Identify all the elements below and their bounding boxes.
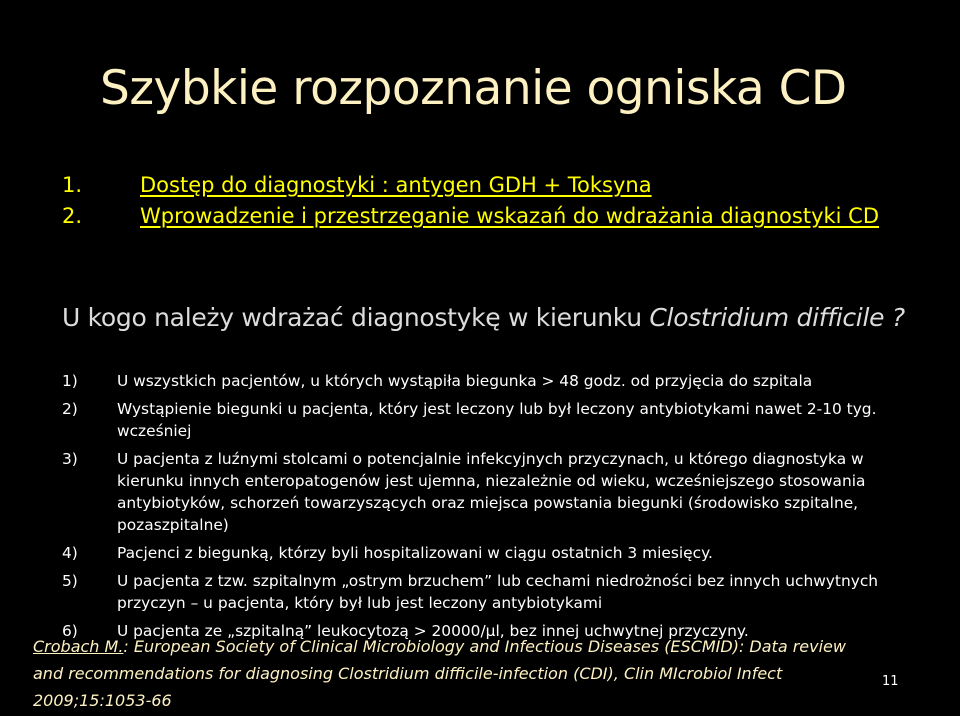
question-text: U kogo należy wdrażać diagnostykę w kierunku — [62, 303, 650, 332]
slide-title: Szybkie rozpoznanie ogniska CD — [100, 61, 847, 116]
list-number: 1) — [62, 372, 78, 390]
list-number: 5) — [62, 572, 78, 590]
list-item — [62, 370, 902, 392]
list-number: 1. — [62, 173, 83, 197]
list-item — [62, 170, 892, 201]
list-text: Wystąpienie biegunki u pacjenta, który jest leczony lub był leczony antybiotykami nawet 2-10 tyg. wcześniej — [117, 400, 877, 440]
list-number: 3) — [62, 450, 78, 468]
page-number: 11 — [882, 674, 899, 689]
list-number: 4) — [62, 544, 78, 562]
diagnostics-access-list — [62, 170, 892, 232]
list-item — [62, 448, 902, 536]
list-text: Pacjenci z biegunką, którzy byli hospitalizowani w ciągu ostatnich 3 miesięcy. — [117, 544, 713, 562]
list-text: U pacjenta ze „szpitalną” leukocytozą > 20000/µl, bez innej uchwytnej przyczyny. — [117, 622, 749, 640]
list-number: 2. — [62, 204, 83, 228]
reference-citation — [33, 633, 863, 714]
list-text: U pacjenta z luźnymi stolcami o potencjalnie infekcyjnych przyczynach, u którego diagnostyka w kierunku innych enteropatogenów jest ujemna, niezależnie od wieku, wcześniejszego stosowania antybiotyków, schorzeń towarzyszących oraz miejsca powstania biegunki (środowisko szpitalne, pozaszpitalne) — [117, 450, 866, 534]
list-text: U wszystkich pacjentów, u których wystąpiła biegunka > 48 godz. od przyjęcia do szpitala — [117, 372, 813, 390]
list-number: 2) — [62, 400, 78, 418]
reference-text: : European Society of Clinical Microbiology and Infectious Diseases (ESCMID): Data review and recommendations for diagnosing Clostridium difficile-infection (CDI), Clin MIcrobiol Infect 2009;15:1053-66 — [33, 637, 846, 710]
list-item — [62, 570, 902, 614]
question-heading — [62, 302, 912, 334]
list-number: 6) — [62, 622, 78, 640]
list-text: U pacjenta z tzw. szpitalnym „ostrym brzuchem” lub cechami niedrożności bez innych uchwytnych przyczyn – u pacjenta, który był lub jest leczony antybiotykami — [117, 572, 879, 612]
list-item — [62, 398, 902, 442]
indications-list — [62, 370, 902, 648]
list-item — [62, 542, 902, 564]
reference-author: Crobach M. — [33, 637, 124, 656]
list-text: Wprowadzenie i przestrzeganie wskazań do wdrażania diagnostyki CD — [140, 204, 879, 228]
list-item — [62, 201, 892, 232]
list-text: Dostęp do diagnostyki : antygen GDH + Toksyna — [140, 173, 652, 197]
question-italic: Clostridium difficile ? — [649, 303, 905, 332]
